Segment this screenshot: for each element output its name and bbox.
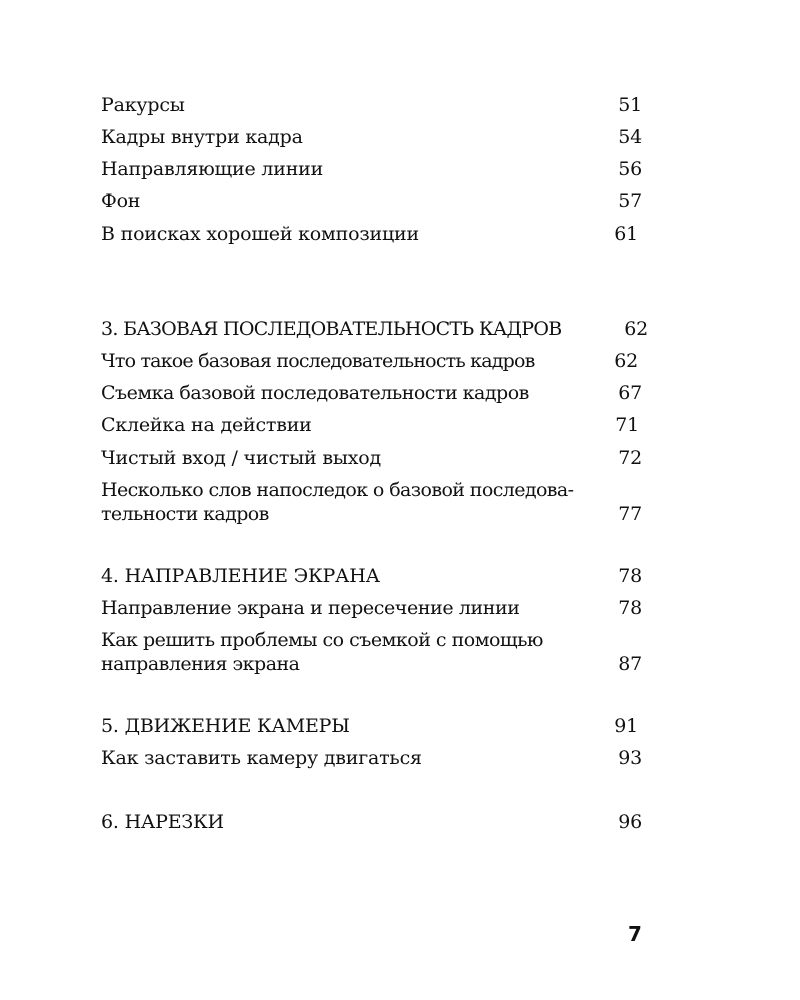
toc-chapter-heading	[101, 317, 648, 341]
toc-entry-page: 57	[618, 190, 642, 212]
toc-entry-page: 93	[618, 747, 642, 769]
toc-entry-title: Как заставить камеру двигаться	[101, 747, 422, 769]
toc-entry-title: 4. НАПРАВЛЕНИЕ ЭКРАНА	[101, 565, 380, 587]
toc-entry	[101, 446, 644, 470]
toc-entry	[101, 596, 644, 620]
toc-entry-title: Съемка базовой последовательности кадров	[101, 382, 529, 404]
page-number: 7	[628, 922, 642, 946]
toc-entry-page: 77	[618, 503, 642, 525]
toc-entry-title: 6. НАРЕЗКИ	[101, 811, 224, 833]
toc-entry-page: 62	[624, 318, 648, 340]
toc-entry-page: 54	[618, 126, 642, 148]
toc-entry-page: 91	[614, 715, 638, 737]
toc-entry-page: 61	[614, 223, 638, 245]
toc-entry	[101, 125, 644, 149]
toc-entry-page: 87	[618, 653, 642, 675]
toc-entry-title: Склейка на действии	[101, 414, 312, 436]
toc-entry-title: Кадры внутри кадра	[101, 126, 303, 148]
toc-entry-page: 96	[618, 811, 642, 833]
toc-entry-title: Направляющие линии	[101, 158, 324, 180]
toc-entry-page: 78	[618, 565, 642, 587]
toc-entry	[101, 349, 644, 373]
toc-entry-title: Что такое базовая последовательность кадров	[101, 350, 535, 372]
toc-entry-title: Чистый вход / чистый выход	[101, 447, 382, 469]
toc-entry-title: Направление экрана и пересечение линии	[101, 597, 520, 619]
toc-entry	[101, 478, 644, 526]
toc-entry-title: Как решить проблемы со съемкой с помощью направления экрана	[101, 629, 543, 675]
toc-entry-page: 62	[614, 350, 638, 372]
toc-entry	[101, 413, 644, 437]
toc-entry-title: 5. ДВИЖЕНИЕ КАМЕРЫ	[101, 715, 350, 737]
toc-entry-page: 78	[618, 597, 642, 619]
toc-entry	[101, 189, 644, 213]
toc-entry-page: 51	[618, 94, 642, 116]
toc-entry-page: 71	[615, 414, 639, 436]
toc-entry-page: 56	[618, 158, 642, 180]
toc-entry	[101, 93, 644, 117]
toc-entry-title: 3. БАЗОВАЯ ПОСЛЕДОВАТЕЛЬНОСТЬ КАДРОВ	[101, 318, 562, 340]
toc-entry-title: Фон	[101, 190, 141, 212]
toc-chapter-heading	[101, 810, 644, 834]
toc-chapter-heading	[101, 714, 644, 738]
toc-entry-page: 72	[618, 447, 642, 469]
toc-chapter-heading	[101, 564, 644, 588]
toc-entry-title: Ракурсы	[101, 94, 185, 116]
toc-entry	[101, 746, 644, 770]
toc-entry	[101, 628, 644, 676]
toc-entry	[101, 157, 644, 181]
toc-entry	[101, 222, 644, 246]
toc-entry-title: В поисках хорошей композиции	[101, 223, 419, 245]
toc-entry	[101, 381, 644, 405]
toc-entry-page: 67	[618, 382, 642, 404]
toc-entry-title: Несколько слов напоследок о базовой последова-тельности кадров	[101, 479, 574, 525]
